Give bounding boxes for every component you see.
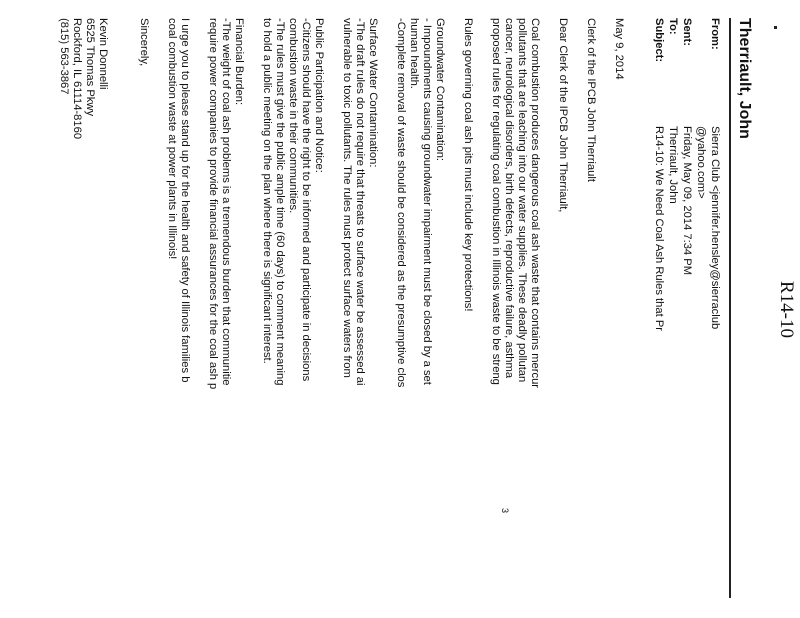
financial-line: require power companies to provide financial assurances for the coal ash p [207, 18, 219, 390]
intro-line: proposed rules for regulating coal combustion in Illinois waste to be streng [490, 18, 502, 385]
scan-speck [774, 26, 777, 29]
recipient-line: Clerk of the IPCB John Therriault [585, 18, 597, 182]
surface-line: vulnerable to toxic pollutants. The rules must protect surface waters from [341, 18, 353, 378]
closing-plea-line: coal combustion waste at power plants in Illinois! [166, 18, 178, 260]
to-label: To: [667, 18, 679, 35]
participation-line: to hold a public meeting on the plan where there is significant interest. [261, 18, 273, 364]
financial-line: -The weight of coal ash problems is a tremendous burden that communitie [220, 18, 232, 386]
intro-line: Coal combustion produces dangerous coal ash waste that contains mercur [529, 18, 541, 389]
signoff: Sincerely, [138, 18, 150, 67]
groundwater-line: human health. [408, 18, 420, 89]
subject-value: R14-10: We Need Coal Ash Rules that Pr [653, 126, 665, 332]
participation-line: -The rules must give the public ample time (60 days) to comment meaning [274, 18, 286, 386]
closing-plea-line: I urge you to please stand up for the health and safety of Illinois families b [179, 18, 191, 383]
intro-line: cancer, neurological disorders, birth defects, reproductive failure, asthma [503, 18, 515, 379]
participation-heading: Public Participation and Notice: [313, 18, 325, 173]
sent-value: Friday, May 09, 2014 7:34 PM [681, 126, 693, 276]
groundwater-line: - Impoundments causing groundwater impairment must be closed by a set [421, 18, 433, 385]
signature-name: Kevin Donnelli [97, 18, 109, 90]
salutation: Dear Clerk of the IPCB John Therriault, [557, 18, 569, 213]
surface-line: -The draft rules do not require that threats to surface water be assessed ai [354, 18, 366, 386]
financial-heading: Financial Burden: [233, 18, 245, 106]
subject-label: Subject: [653, 18, 665, 63]
from-value-continued: @yahoo.com> [695, 126, 707, 199]
from-label: From: [709, 18, 721, 50]
header-rule [729, 18, 731, 598]
sender-name: Therriault, John [736, 18, 753, 139]
rotated-letter-page [15, 6, 797, 616]
groundwater-line: -Complete removal of waste should be considered as the presumptive clos [395, 18, 407, 388]
signature-phone: (815) 563-3867 [58, 18, 70, 95]
lead-sentence: Rules governing coal ash pits must include key protections! [462, 18, 474, 312]
docket-stamp: R14-10 [776, 281, 797, 338]
sent-label: Sent: [681, 18, 693, 46]
page-number: 3 [500, 508, 510, 514]
signature-city: Rockford, IL 61114-8160 [71, 18, 83, 140]
participation-line: -Citizens should have the right to be informed and participate in decisions [300, 18, 312, 382]
to-value: Therriault, John [667, 126, 679, 204]
from-value: Sierra Club <jennifer.hensley@sierraclub [709, 126, 721, 330]
signature-street: 6525 Thomas Pkwy [84, 18, 96, 117]
letter-date: May 9, 2014 [613, 18, 625, 80]
intro-line: pollutants that are leaching into our water supplies. These deadly pollutan [516, 18, 528, 383]
groundwater-heading: Groundwater Contamination: [434, 18, 446, 162]
participation-line: combustion waste in their communities. [287, 18, 299, 214]
surface-heading: Surface Water Contamination: [367, 18, 379, 168]
